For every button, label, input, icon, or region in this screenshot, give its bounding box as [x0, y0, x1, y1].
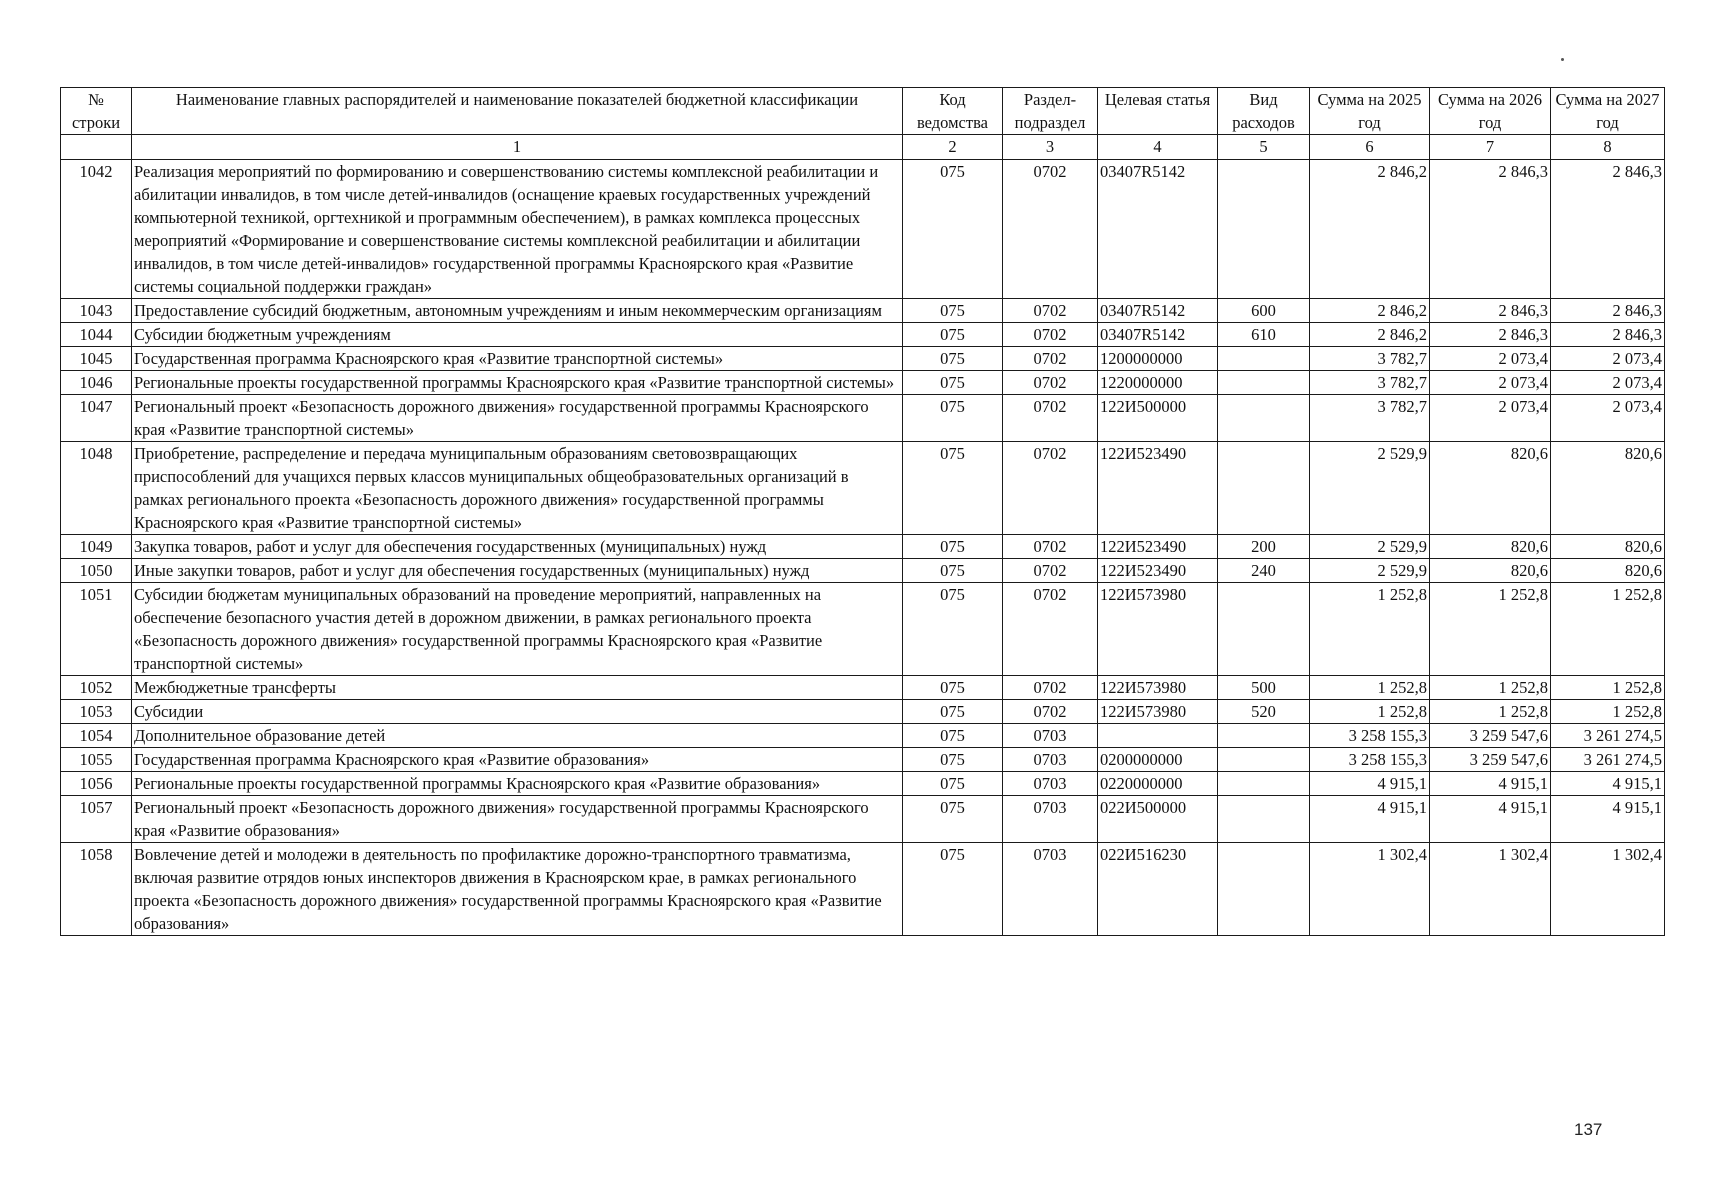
page-number: 137 — [1574, 1120, 1603, 1139]
header-sum-2025: Сумма на 2025 год — [1310, 88, 1430, 135]
row-sum-2025: 4 915,1 — [1310, 772, 1430, 796]
header-dept-code: Код ведомства — [903, 88, 1003, 135]
row-dept-code: 075 — [903, 748, 1003, 772]
row-dept-code: 075 — [903, 160, 1003, 299]
row-sum-2026: 2 073,4 — [1430, 371, 1551, 395]
row-name: Субсидии бюджетам муниципальных образований на проведение мероприятий, направленных на обеспечение безопасного участия детей в дорожном движении, в рамках регионального проекта «Безопасность дорожного движения» государственной программы Красноярского края «Развитие транспортной системы» — [132, 583, 903, 676]
row-dept-code: 075 — [903, 395, 1003, 442]
row-dept-code: 075 — [903, 700, 1003, 724]
row-number: 1045 — [61, 347, 132, 371]
row-exp-type — [1218, 371, 1310, 395]
row-section: 0702 — [1003, 442, 1098, 535]
table-row — [61, 442, 1665, 535]
table-row — [61, 583, 1665, 676]
row-number: 1055 — [61, 748, 132, 772]
row-section: 0702 — [1003, 299, 1098, 323]
row-section: 0703 — [1003, 772, 1098, 796]
row-exp-type — [1218, 442, 1310, 535]
row-target: 03407R5142 — [1098, 299, 1218, 323]
row-sum-2025: 1 252,8 — [1310, 676, 1430, 700]
row-section: 0702 — [1003, 323, 1098, 347]
row-name: Региональный проект «Безопасность дорожного движения» государственной программы Красноярского края «Развитие транспортной системы» — [132, 395, 903, 442]
table-row — [61, 748, 1665, 772]
row-name: Межбюджетные трансферты — [132, 676, 903, 700]
row-dept-code: 075 — [903, 772, 1003, 796]
row-exp-type — [1218, 347, 1310, 371]
row-sum-2025: 2 846,2 — [1310, 160, 1430, 299]
row-dept-code: 075 — [903, 347, 1003, 371]
row-number: 1047 — [61, 395, 132, 442]
table-row — [61, 559, 1665, 583]
row-name: Государственная программа Красноярского края «Развитие транспортной системы» — [132, 347, 903, 371]
row-number: 1042 — [61, 160, 132, 299]
row-section: 0702 — [1003, 347, 1098, 371]
colnum-8: 8 — [1551, 135, 1665, 160]
row-dept-code: 075 — [903, 442, 1003, 535]
row-exp-type: 520 — [1218, 700, 1310, 724]
row-sum-2027: 4 915,1 — [1551, 772, 1665, 796]
row-dept-code: 075 — [903, 299, 1003, 323]
row-sum-2026: 2 846,3 — [1430, 323, 1551, 347]
row-number: 1052 — [61, 676, 132, 700]
row-dept-code: 075 — [903, 559, 1003, 583]
row-sum-2026: 820,6 — [1430, 559, 1551, 583]
row-exp-type — [1218, 843, 1310, 936]
table-row — [61, 160, 1665, 299]
row-sum-2027: 1 252,8 — [1551, 583, 1665, 676]
table-row — [61, 395, 1665, 442]
row-sum-2025: 3 782,7 — [1310, 347, 1430, 371]
table-row — [61, 676, 1665, 700]
colnum-3: 3 — [1003, 135, 1098, 160]
row-sum-2025: 3 258 155,3 — [1310, 748, 1430, 772]
table-row — [61, 700, 1665, 724]
row-sum-2025: 3 258 155,3 — [1310, 724, 1430, 748]
row-section: 0702 — [1003, 160, 1098, 299]
row-name: Иные закупки товаров, работ и услуг для обеспечения государственных (муниципальных) нужд — [132, 559, 903, 583]
row-exp-type — [1218, 395, 1310, 442]
row-sum-2027: 3 261 274,5 — [1551, 724, 1665, 748]
row-sum-2027: 1 252,8 — [1551, 676, 1665, 700]
row-name: Закупка товаров, работ и услуг для обеспечения государственных (муниципальных) нужд — [132, 535, 903, 559]
row-number: 1043 — [61, 299, 132, 323]
header-row — [61, 88, 1665, 135]
row-name: Приобретение, распределение и передача муниципальным образованиям световозвращающих приспособлений для учащихся первых классов муниципальных общеобразовательных организаций в рамках регионального проекта «Безопасность дорожного движения» государственной программы Красноярского края «Развитие транспортной системы» — [132, 442, 903, 535]
row-exp-type — [1218, 796, 1310, 843]
row-sum-2025: 1 302,4 — [1310, 843, 1430, 936]
header-name: Наименование главных распорядителей и наименование показателей бюджетной классификации — [132, 88, 903, 135]
header-sum-2027: Сумма на 2027 год — [1551, 88, 1665, 135]
row-sum-2027: 820,6 — [1551, 535, 1665, 559]
row-sum-2026: 3 259 547,6 — [1430, 724, 1551, 748]
row-name: Предоставление субсидий бюджетным, автономным учреждениям и иным некоммерческим организациям — [132, 299, 903, 323]
row-dept-code: 075 — [903, 371, 1003, 395]
row-section: 0702 — [1003, 535, 1098, 559]
row-sum-2027: 2 073,4 — [1551, 395, 1665, 442]
row-sum-2025: 2 529,9 — [1310, 442, 1430, 535]
row-number: 1051 — [61, 583, 132, 676]
row-number: 1046 — [61, 371, 132, 395]
row-dept-code: 075 — [903, 676, 1003, 700]
row-name: Дополнительное образование детей — [132, 724, 903, 748]
row-sum-2027: 3 261 274,5 — [1551, 748, 1665, 772]
row-sum-2027: 820,6 — [1551, 559, 1665, 583]
row-sum-2027: 820,6 — [1551, 442, 1665, 535]
table-row — [61, 724, 1665, 748]
row-section: 0702 — [1003, 583, 1098, 676]
row-exp-type: 610 — [1218, 323, 1310, 347]
row-exp-type — [1218, 772, 1310, 796]
colnum-0 — [61, 135, 132, 160]
row-target: 0200000000 — [1098, 748, 1218, 772]
row-sum-2026: 1 252,8 — [1430, 676, 1551, 700]
row-section: 0703 — [1003, 843, 1098, 936]
column-number-row — [61, 135, 1665, 160]
row-sum-2027: 1 302,4 — [1551, 843, 1665, 936]
table-row — [61, 535, 1665, 559]
row-section: 0703 — [1003, 796, 1098, 843]
row-name: Региональные проекты государственной программы Красноярского края «Развитие образования» — [132, 772, 903, 796]
row-name: Государственная программа Красноярского края «Развитие образования» — [132, 748, 903, 772]
colnum-1: 1 — [132, 135, 903, 160]
row-sum-2027: 1 252,8 — [1551, 700, 1665, 724]
budget-table — [60, 87, 1665, 936]
colnum-6: 6 — [1310, 135, 1430, 160]
row-sum-2025: 2 529,9 — [1310, 559, 1430, 583]
row-target: 03407R5142 — [1098, 160, 1218, 299]
scan-speck — [1561, 58, 1564, 61]
colnum-7: 7 — [1430, 135, 1551, 160]
header-section: Раздел- подраздел — [1003, 88, 1098, 135]
row-dept-code: 075 — [903, 843, 1003, 936]
row-exp-type: 600 — [1218, 299, 1310, 323]
row-section: 0702 — [1003, 395, 1098, 442]
row-number: 1054 — [61, 724, 132, 748]
row-sum-2025: 1 252,8 — [1310, 700, 1430, 724]
row-section: 0703 — [1003, 724, 1098, 748]
row-sum-2027: 2 846,3 — [1551, 160, 1665, 299]
row-target: 122И523490 — [1098, 442, 1218, 535]
row-target: 122И523490 — [1098, 559, 1218, 583]
row-sum-2026: 1 252,8 — [1430, 583, 1551, 676]
row-target: 1200000000 — [1098, 347, 1218, 371]
row-sum-2026: 1 252,8 — [1430, 700, 1551, 724]
row-exp-type: 500 — [1218, 676, 1310, 700]
row-sum-2026: 4 915,1 — [1430, 772, 1551, 796]
row-target: 022И500000 — [1098, 796, 1218, 843]
row-sum-2026: 2 073,4 — [1430, 347, 1551, 371]
row-dept-code: 075 — [903, 535, 1003, 559]
row-name: Региональные проекты государственной программы Красноярского края «Развитие транспортной системы» — [132, 371, 903, 395]
row-sum-2026: 2 073,4 — [1430, 395, 1551, 442]
row-dept-code: 075 — [903, 796, 1003, 843]
row-sum-2026: 1 302,4 — [1430, 843, 1551, 936]
row-target: 0220000000 — [1098, 772, 1218, 796]
row-section: 0702 — [1003, 700, 1098, 724]
row-target: 122И573980 — [1098, 583, 1218, 676]
row-target — [1098, 724, 1218, 748]
row-exp-type — [1218, 724, 1310, 748]
row-name: Субсидии бюджетным учреждениям — [132, 323, 903, 347]
header-exp-type: Вид расходов — [1218, 88, 1310, 135]
colnum-4: 4 — [1098, 135, 1218, 160]
row-target: 022И516230 — [1098, 843, 1218, 936]
row-name: Реализация мероприятий по формированию и совершенствованию системы комплексной реабилитации и абилитации инвалидов, в том числе детей-инвалидов (оснащение краевых государственных учреждений компьютерной техникой, оргтехникой и программным обеспечением), в рамках комплекса процессных мероприятий «Формирование и совершенствование системы комплексной реабилитации и абилитации инвалидов, в том числе детей-инвалидов» государственной программы Красноярского края «Развитие системы социальной поддержки граждан» — [132, 160, 903, 299]
table-row — [61, 772, 1665, 796]
row-sum-2025: 2 846,2 — [1310, 299, 1430, 323]
row-dept-code: 075 — [903, 583, 1003, 676]
row-exp-type — [1218, 583, 1310, 676]
row-sum-2027: 4 915,1 — [1551, 796, 1665, 843]
table-row — [61, 371, 1665, 395]
row-sum-2026: 2 846,3 — [1430, 160, 1551, 299]
row-sum-2027: 2 846,3 — [1551, 323, 1665, 347]
row-sum-2025: 3 782,7 — [1310, 395, 1430, 442]
row-name: Субсидии — [132, 700, 903, 724]
row-sum-2026: 820,6 — [1430, 535, 1551, 559]
header-sum-2026: Сумма на 2026 год — [1430, 88, 1551, 135]
row-number: 1053 — [61, 700, 132, 724]
row-name: Вовлечение детей и молодежи в деятельность по профилактике дорожно-транспортного травматизма, включая развитие отрядов юных инспекторов движения в Красноярском крае, в рамках регионального проекта «Безопасность дорожного движения» государственной программы Красноярского края «Развитие образования» — [132, 843, 903, 936]
row-sum-2027: 2 846,3 — [1551, 299, 1665, 323]
table-row — [61, 843, 1665, 936]
row-section: 0703 — [1003, 748, 1098, 772]
row-sum-2025: 2 529,9 — [1310, 535, 1430, 559]
row-dept-code: 075 — [903, 323, 1003, 347]
row-sum-2026: 820,6 — [1430, 442, 1551, 535]
row-sum-2027: 2 073,4 — [1551, 371, 1665, 395]
row-number: 1048 — [61, 442, 132, 535]
header-row-no: № строки — [61, 88, 132, 135]
row-section: 0702 — [1003, 371, 1098, 395]
row-number: 1058 — [61, 843, 132, 936]
row-sum-2025: 3 782,7 — [1310, 371, 1430, 395]
row-sum-2026: 4 915,1 — [1430, 796, 1551, 843]
row-target: 03407R5142 — [1098, 323, 1218, 347]
row-target: 122И523490 — [1098, 535, 1218, 559]
row-sum-2025: 4 915,1 — [1310, 796, 1430, 843]
row-number: 1049 — [61, 535, 132, 559]
table-row — [61, 299, 1665, 323]
table-row — [61, 796, 1665, 843]
row-target: 1220000000 — [1098, 371, 1218, 395]
header-target: Целевая статья — [1098, 88, 1218, 135]
row-sum-2026: 2 846,3 — [1430, 299, 1551, 323]
row-number: 1057 — [61, 796, 132, 843]
row-sum-2026: 3 259 547,6 — [1430, 748, 1551, 772]
colnum-2: 2 — [903, 135, 1003, 160]
row-exp-type — [1218, 748, 1310, 772]
row-target: 122И573980 — [1098, 700, 1218, 724]
row-target: 122И573980 — [1098, 676, 1218, 700]
row-dept-code: 075 — [903, 724, 1003, 748]
table-body — [61, 160, 1665, 936]
row-name: Региональный проект «Безопасность дорожного движения» государственной программы Красноярского края «Развитие образования» — [132, 796, 903, 843]
row-number: 1044 — [61, 323, 132, 347]
row-exp-type: 200 — [1218, 535, 1310, 559]
table-row — [61, 323, 1665, 347]
row-exp-type — [1218, 160, 1310, 299]
table-header — [61, 88, 1665, 160]
row-sum-2025: 2 846,2 — [1310, 323, 1430, 347]
row-section: 0702 — [1003, 676, 1098, 700]
row-sum-2027: 2 073,4 — [1551, 347, 1665, 371]
row-sum-2025: 1 252,8 — [1310, 583, 1430, 676]
row-number: 1050 — [61, 559, 132, 583]
colnum-5: 5 — [1218, 135, 1310, 160]
row-number: 1056 — [61, 772, 132, 796]
row-exp-type: 240 — [1218, 559, 1310, 583]
row-section: 0702 — [1003, 559, 1098, 583]
row-target: 122И500000 — [1098, 395, 1218, 442]
table-row — [61, 347, 1665, 371]
